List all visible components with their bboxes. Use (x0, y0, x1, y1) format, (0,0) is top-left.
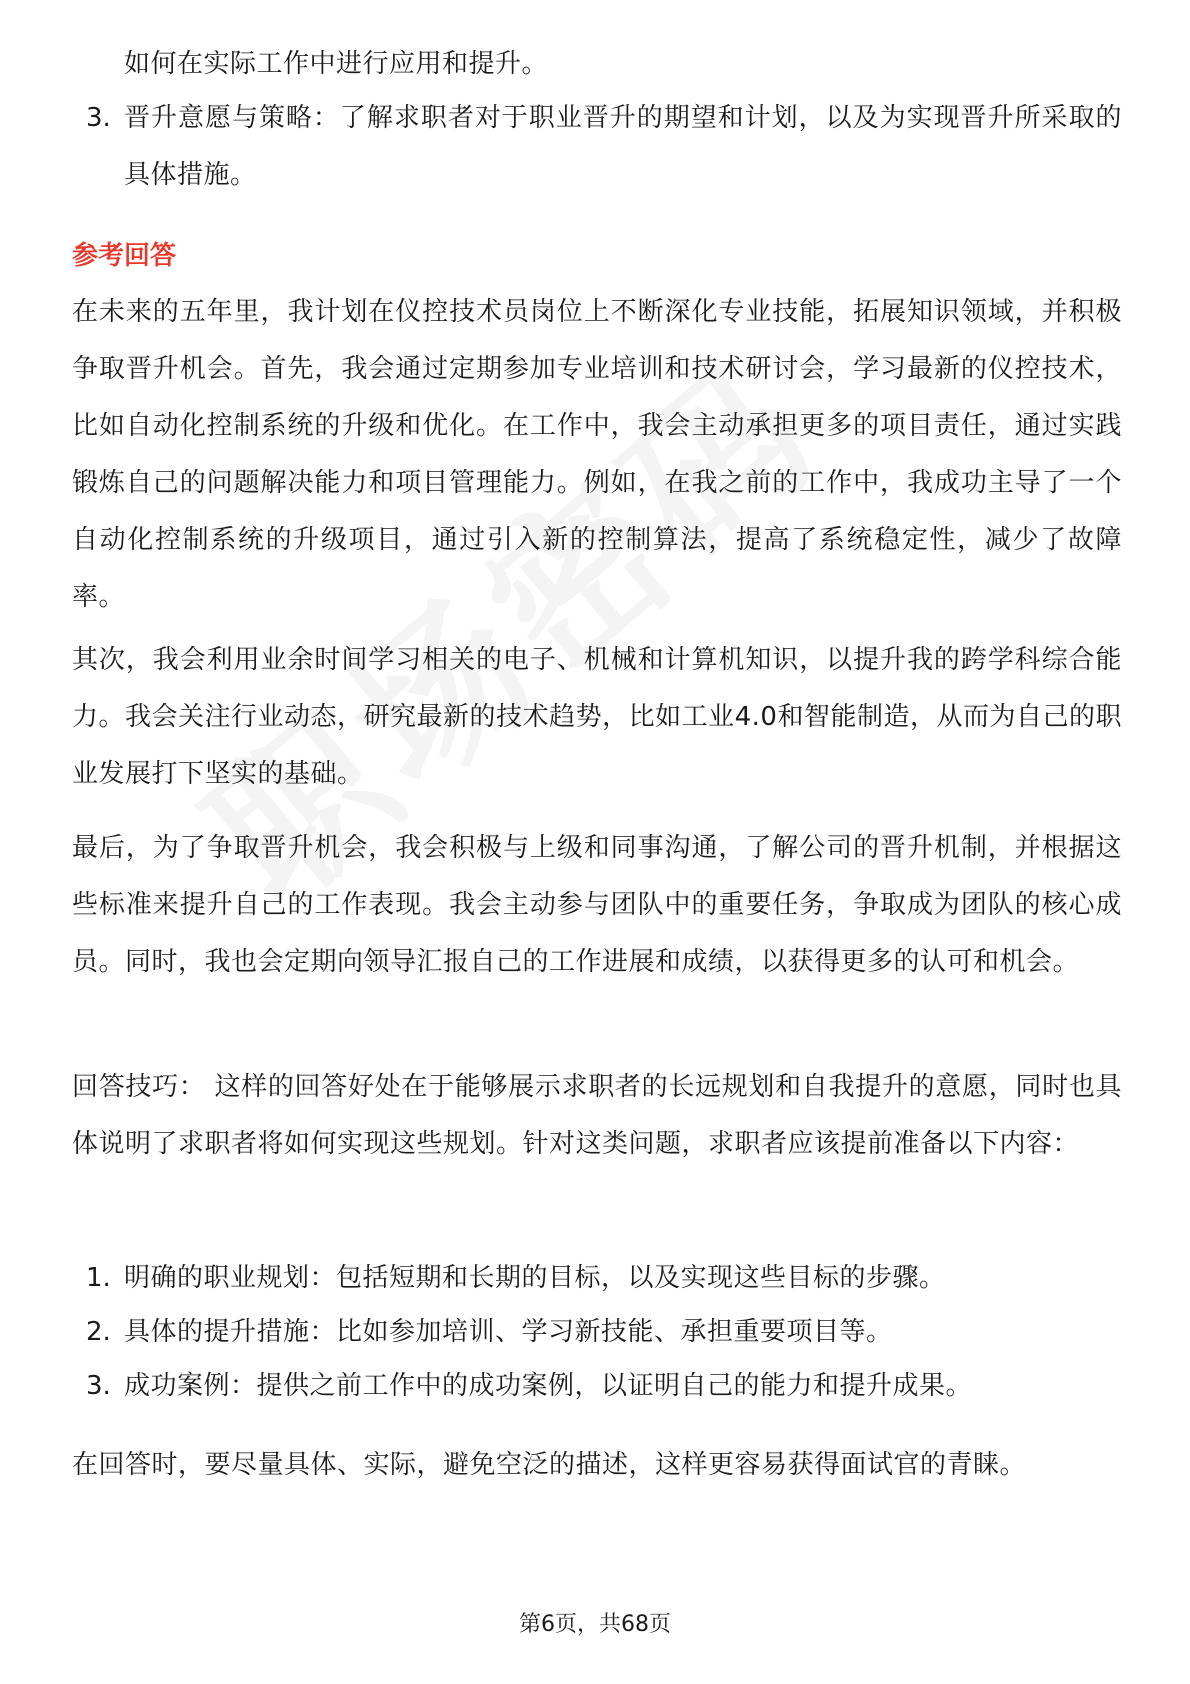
list-text: 成功案例：提供之前工作中的成功案例，以证明自己的能力和提升成果。 (124, 1371, 973, 1401)
tip-item-3 (72, 1358, 1122, 1415)
list-number: 3. (86, 1371, 111, 1401)
answer-paragraph-3: 最后，为了争取晋升机会，我会积极与上级和同事沟通，了解公司的晋升机制，并根据这些标准来提升自己的工作表现。我会主动参与团队中的重要任务，争取成为团队的核心成员。同时，我也会定期向领导汇报自己的工作进展和成绩，以获得更多的认可和机会。 (72, 833, 1122, 977)
intro-list-item (72, 90, 1122, 204)
answer-paragraph-2: 其次，我会利用业余时间学习相关的电子、机械和计算机知识，以提升我的跨学科综合能力。我会关注行业动态，研究最新的技术趋势，比如工业4.0和智能制造，从而为自己的职业发展打下坚实的基础。 (72, 645, 1122, 789)
tip-item-2 (72, 1304, 1122, 1361)
section-heading: 参考回答 (72, 241, 177, 271)
list-number: 2. (86, 1317, 111, 1347)
page-footer: 第6页，共68页 (519, 1612, 671, 1637)
tips-paragraph: 回答技巧： 这样的回答好处在于能够展示求职者的长远规划和自我提升的意愿，同时也具体说明了求职者将如何实现这些规划。针对这类问题，求职者应该提前准备以下内容： (72, 1072, 1122, 1159)
list-number: 1. (86, 1263, 111, 1293)
list-text: 晋升意愿与策略：了解求职者对于职业晋升的期望和计划，以及为实现晋升所采取的具体措施。 (124, 103, 1122, 190)
answer-paragraph-1: 在未来的五年里，我计划在仪控技术员岗位上不断深化专业技能，拓展知识领域，并积极争取晋升机会。首先，我会通过定期参加专业培训和技术研讨会，学习最新的仪控技术，比如自动化控制系统的升级和优化。在工作中，我会主动承担更多的项目责任，通过实践锻炼自己的问题解决能力和项目管理能力。例如，在我之前的工作中，我成功主导了一个自动化控制系统的升级项目，通过引入新的控制算法，提高了系统稳定性，减少了故障率。 (72, 297, 1122, 612)
closing-paragraph: 在回答时，要尽量具体、实际，避免空泛的描述，这样更容易获得面试官的青睐。 (72, 1450, 1027, 1480)
list-text: 明确的职业规划：包括短期和长期的目标，以及实现这些目标的步骤。 (124, 1263, 946, 1293)
intro-continuation: 如何在实际工作中进行应用和提升。 (124, 49, 549, 79)
list-text: 具体的提升措施：比如参加培训、学习新技能、承担重要项目等。 (124, 1317, 893, 1347)
list-number: 3. (86, 103, 111, 133)
tip-item-1 (72, 1250, 1122, 1307)
